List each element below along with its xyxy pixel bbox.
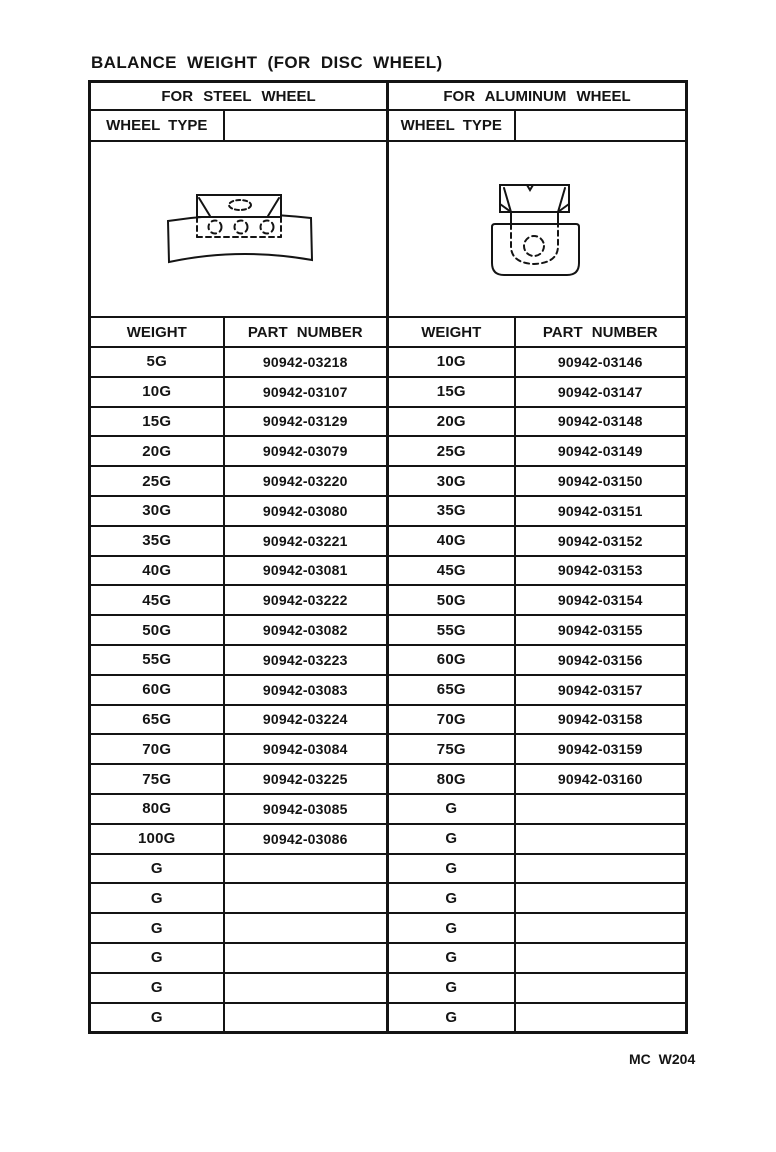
steel-weight-drawing-icon bbox=[91, 143, 388, 315]
table-row bbox=[90, 347, 687, 377]
table-row bbox=[90, 645, 687, 675]
steel-weight-cell: 45G bbox=[90, 585, 224, 615]
table-row bbox=[90, 377, 687, 407]
aluminum-part-number-cell: 90942-03160 bbox=[515, 764, 687, 794]
data-rows bbox=[90, 347, 687, 1032]
table-row bbox=[90, 407, 687, 437]
steel-weight-cell: 70G bbox=[90, 734, 224, 764]
aluminum-part-number-cell: 90942-03149 bbox=[515, 436, 687, 466]
aluminum-part-number-cell bbox=[515, 1003, 687, 1033]
table-row bbox=[90, 436, 687, 466]
column-header-row bbox=[90, 317, 687, 347]
steel-weight-cell: 5G bbox=[90, 347, 224, 377]
steel-part-number-cell: 90942-03080 bbox=[224, 496, 388, 526]
steel-part-number-cell: 90942-03224 bbox=[224, 705, 388, 735]
steel-part-number-cell: 90942-03084 bbox=[224, 734, 388, 764]
aluminum-part-number-cell bbox=[515, 943, 687, 973]
steel-part-number-column-header: PART NUMBER bbox=[224, 317, 388, 347]
aluminum-wheel-type-value-cell bbox=[515, 110, 687, 141]
wheel-type-row bbox=[90, 110, 687, 141]
table-row bbox=[90, 705, 687, 735]
steel-wheel-weight-diagram bbox=[90, 141, 388, 317]
table-row bbox=[90, 734, 687, 764]
steel-weight-cell: 30G bbox=[90, 496, 224, 526]
aluminum-part-number-cell bbox=[515, 794, 687, 824]
table-row bbox=[90, 883, 687, 913]
aluminum-weight-cell: 80G bbox=[388, 764, 515, 794]
steel-part-number-cell: 90942-03086 bbox=[224, 824, 388, 854]
steel-part-number-cell bbox=[224, 913, 388, 943]
steel-part-number-cell: 90942-03223 bbox=[224, 645, 388, 675]
table-row bbox=[90, 764, 687, 794]
steel-part-number-cell: 90942-03079 bbox=[224, 436, 388, 466]
steel-part-number-cell: 90942-03218 bbox=[224, 347, 388, 377]
aluminum-part-number-cell bbox=[515, 883, 687, 913]
page-code: MC W204 bbox=[629, 1051, 696, 1067]
steel-wheel-type-value-cell bbox=[224, 110, 388, 141]
table-row bbox=[90, 556, 687, 586]
balance-weight-table bbox=[88, 80, 688, 1034]
steel-part-number-cell bbox=[224, 854, 388, 884]
steel-part-number-cell bbox=[224, 1003, 388, 1033]
steel-part-number-cell: 90942-03220 bbox=[224, 466, 388, 496]
aluminum-weight-cell: 55G bbox=[388, 615, 515, 645]
steel-part-number-cell: 90942-03083 bbox=[224, 675, 388, 705]
aluminum-weight-cell: 30G bbox=[388, 466, 515, 496]
aluminum-weight-column-header: WEIGHT bbox=[388, 317, 515, 347]
aluminum-weight-cell: G bbox=[388, 913, 515, 943]
steel-weight-cell: 15G bbox=[90, 407, 224, 437]
steel-weight-cell: 60G bbox=[90, 675, 224, 705]
steel-weight-cell: 25G bbox=[90, 466, 224, 496]
aluminum-weight-cell: G bbox=[388, 824, 515, 854]
aluminum-part-number-cell: 90942-03153 bbox=[515, 556, 687, 586]
section-header-row bbox=[90, 82, 687, 111]
steel-part-number-cell: 90942-03081 bbox=[224, 556, 388, 586]
page-title: BALANCE WEIGHT (FOR DISC WHEEL) bbox=[91, 53, 443, 72]
aluminum-part-number-cell: 90942-03155 bbox=[515, 615, 687, 645]
table-row bbox=[90, 794, 687, 824]
aluminum-weight-cell: 20G bbox=[388, 407, 515, 437]
steel-part-number-cell: 90942-03221 bbox=[224, 526, 388, 556]
steel-part-number-cell: 90942-03129 bbox=[224, 407, 388, 437]
steel-part-number-cell bbox=[224, 883, 388, 913]
aluminum-wheel-type-label: WHEEL TYPE bbox=[388, 110, 515, 141]
aluminum-weight-cell: 60G bbox=[388, 645, 515, 675]
steel-section-header: FOR STEEL WHEEL bbox=[90, 82, 388, 111]
steel-part-number-cell: 90942-03225 bbox=[224, 764, 388, 794]
table-row bbox=[90, 943, 687, 973]
aluminum-weight-cell: G bbox=[388, 883, 515, 913]
steel-part-number-cell bbox=[224, 943, 388, 973]
aluminum-weight-cell: 10G bbox=[388, 347, 515, 377]
table-row bbox=[90, 466, 687, 496]
steel-weight-cell: G bbox=[90, 913, 224, 943]
drawing-row bbox=[90, 141, 687, 317]
table-row bbox=[90, 526, 687, 556]
aluminum-weight-cell: 50G bbox=[388, 585, 515, 615]
aluminum-wheel-weight-diagram bbox=[388, 141, 687, 317]
steel-part-number-cell: 90942-03085 bbox=[224, 794, 388, 824]
aluminum-part-number-cell: 90942-03148 bbox=[515, 407, 687, 437]
steel-weight-cell: 10G bbox=[90, 377, 224, 407]
table-row bbox=[90, 913, 687, 943]
aluminum-part-number-cell: 90942-03152 bbox=[515, 526, 687, 556]
aluminum-part-number-cell bbox=[515, 824, 687, 854]
aluminum-part-number-cell: 90942-03147 bbox=[515, 377, 687, 407]
aluminum-part-number-column-header: PART NUMBER bbox=[515, 317, 687, 347]
steel-part-number-cell: 90942-03082 bbox=[224, 615, 388, 645]
table-row bbox=[90, 675, 687, 705]
steel-weight-cell: 100G bbox=[90, 824, 224, 854]
steel-weight-cell: 80G bbox=[90, 794, 224, 824]
steel-weight-cell: G bbox=[90, 883, 224, 913]
table-row bbox=[90, 615, 687, 645]
steel-weight-cell: 40G bbox=[90, 556, 224, 586]
aluminum-section-header: FOR ALUMINUM WHEEL bbox=[388, 82, 687, 111]
steel-weight-cell: 35G bbox=[90, 526, 224, 556]
steel-part-number-cell: 90942-03107 bbox=[224, 377, 388, 407]
aluminum-weight-cell: 40G bbox=[388, 526, 515, 556]
aluminum-part-number-cell: 90942-03150 bbox=[515, 466, 687, 496]
steel-weight-cell: 55G bbox=[90, 645, 224, 675]
aluminum-weight-cell: 25G bbox=[388, 436, 515, 466]
steel-part-number-cell bbox=[224, 973, 388, 1003]
steel-part-number-cell: 90942-03222 bbox=[224, 585, 388, 615]
steel-weight-cell: 75G bbox=[90, 764, 224, 794]
aluminum-part-number-cell: 90942-03159 bbox=[515, 734, 687, 764]
aluminum-weight-cell: 70G bbox=[388, 705, 515, 735]
steel-weight-cell: 20G bbox=[90, 436, 224, 466]
steel-weight-cell: G bbox=[90, 854, 224, 884]
aluminum-part-number-cell: 90942-03157 bbox=[515, 675, 687, 705]
table-row bbox=[90, 496, 687, 526]
aluminum-weight-cell: 15G bbox=[388, 377, 515, 407]
aluminum-weight-cell: G bbox=[388, 1003, 515, 1033]
aluminum-part-number-cell bbox=[515, 913, 687, 943]
table-row bbox=[90, 824, 687, 854]
steel-weight-cell: G bbox=[90, 943, 224, 973]
aluminum-part-number-cell: 90942-03146 bbox=[515, 347, 687, 377]
aluminum-weight-cell: 65G bbox=[388, 675, 515, 705]
aluminum-weight-cell: G bbox=[388, 854, 515, 884]
table-row bbox=[90, 585, 687, 615]
table-row bbox=[90, 1003, 687, 1033]
aluminum-weight-drawing-icon bbox=[389, 143, 687, 315]
aluminum-part-number-cell: 90942-03158 bbox=[515, 705, 687, 735]
aluminum-part-number-cell: 90942-03156 bbox=[515, 645, 687, 675]
aluminum-weight-cell: G bbox=[388, 943, 515, 973]
steel-weight-cell: G bbox=[90, 973, 224, 1003]
steel-weight-cell: G bbox=[90, 1003, 224, 1033]
aluminum-weight-cell: 45G bbox=[388, 556, 515, 586]
aluminum-part-number-cell: 90942-03151 bbox=[515, 496, 687, 526]
aluminum-part-number-cell: 90942-03154 bbox=[515, 585, 687, 615]
steel-weight-cell: 65G bbox=[90, 705, 224, 735]
aluminum-weight-cell: 75G bbox=[388, 734, 515, 764]
aluminum-weight-cell: G bbox=[388, 794, 515, 824]
aluminum-part-number-cell bbox=[515, 854, 687, 884]
aluminum-weight-cell: G bbox=[388, 973, 515, 1003]
steel-weight-column-header: WEIGHT bbox=[90, 317, 224, 347]
table-row bbox=[90, 854, 687, 884]
aluminum-part-number-cell bbox=[515, 973, 687, 1003]
steel-wheel-type-label: WHEEL TYPE bbox=[90, 110, 224, 141]
steel-weight-cell: 50G bbox=[90, 615, 224, 645]
table-row bbox=[90, 973, 687, 1003]
aluminum-weight-cell: 35G bbox=[388, 496, 515, 526]
